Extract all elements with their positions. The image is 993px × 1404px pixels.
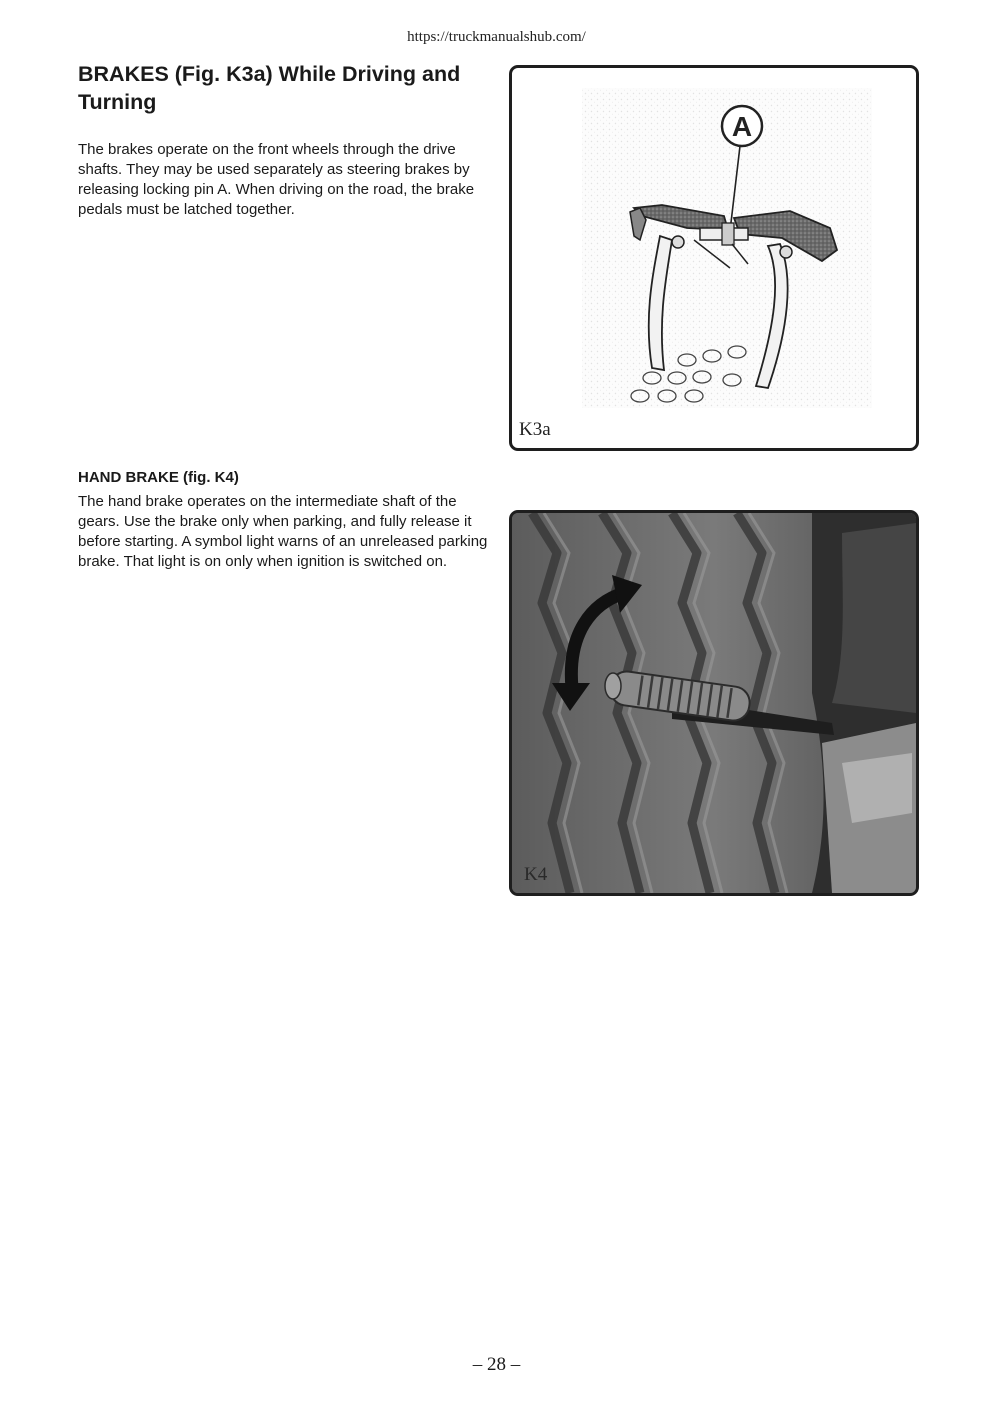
- figure-label-k3a: K3a: [519, 419, 551, 440]
- page-number: – 28 –: [472, 1354, 521, 1375]
- figure-label-k4: K4: [524, 864, 548, 885]
- hand-brake-photo: [512, 513, 916, 893]
- brakes-paragraph: The brakes operate on the front wheels through the drive shafts. They may be used separately as steering brakes by releasing locking pin A. When driving on the road, the brake pedals must be latched together.: [78, 141, 475, 218]
- svg-text:A: A: [731, 111, 753, 142]
- section-title-brakes: BRAKES (Fig. K3a) While Driving and Turning: [78, 62, 461, 114]
- header-url: https://truckmanualshub.com/: [407, 29, 586, 45]
- figure-k3a: [509, 65, 919, 451]
- brake-pedals-illustration: [512, 68, 916, 448]
- hand-brake-paragraph: The hand brake operates on the intermediate shaft of the gears. Use the brake only when parking, and fully release it before starting. A symbol light warns of an unreleased parking brake. That light is on only when ignition is switched on.: [78, 493, 488, 570]
- figure-k4: [509, 510, 919, 896]
- section-heading-hand-brake: HAND BRAKE (fig. K4): [78, 469, 239, 486]
